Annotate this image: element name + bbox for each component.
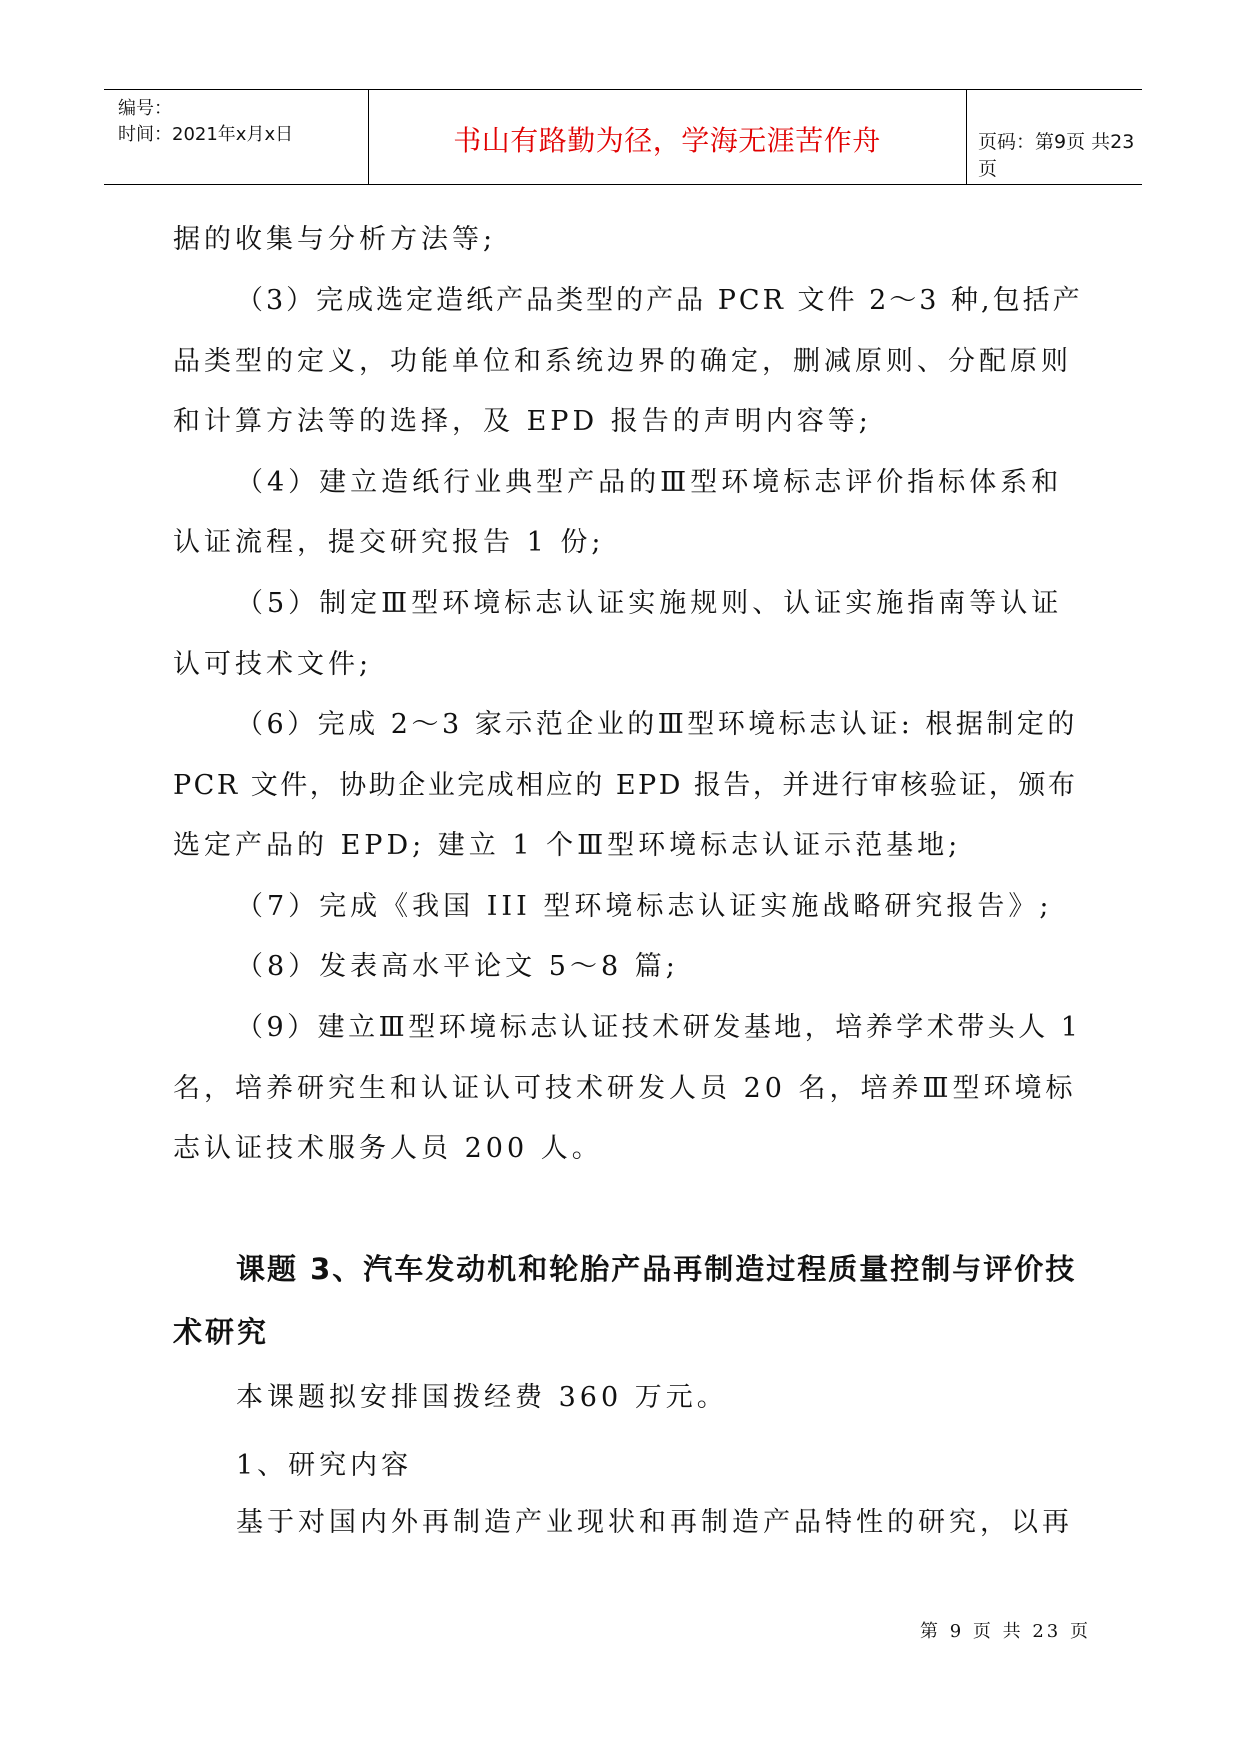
body-line: 名，培养研究生和认证认可技术研发人员 20 名，培养Ⅲ型环境标 xyxy=(173,1073,1077,1104)
document-header xyxy=(104,89,1142,185)
section-heading-line-1: 课题 3、汽车发动机和轮胎产品再制造过程质量控制与评价技 xyxy=(236,1252,1077,1286)
body-line: PCR 文件，协助企业完成相应的 EPD 报告，并进行审核验证，颁布 xyxy=(173,770,1078,801)
serial-number-label: 编号： xyxy=(118,98,172,119)
subheading-research-content: 1、研究内容 xyxy=(236,1450,413,1481)
body-line: （5）制定Ⅲ型环境标志认证实施规则、认证实施指南等认证 xyxy=(236,588,1063,619)
body-line: 据的收集与分析方法等; xyxy=(173,224,497,255)
body-line: （8）发表高水平论文 5～8 篇; xyxy=(236,951,679,982)
header-page-code: 页码：第9页 共23页 xyxy=(978,131,1135,180)
body-line: （7）完成《我国 III 型环境标志认证实施战略研究报告》; xyxy=(236,891,1053,922)
header-motto: 书山有路勤为径，学海无涯苦作舟 xyxy=(453,124,881,157)
time-label: 时间：2021年x月x日 xyxy=(118,124,294,145)
body-line: （4）建立造纸行业典型产品的Ⅲ型环境标志评价指标体系和 xyxy=(236,467,1063,498)
body-line: （3）完成选定造纸产品类型的产品 PCR 文件 2～3 种,包括产 xyxy=(236,285,1083,316)
body-line: 和计算方法等的选择，及 EPD 报告的声明内容等; xyxy=(173,406,872,437)
body-line: 认可技术文件; xyxy=(173,649,373,680)
content-line: 基于对国内外再制造产业现状和再制造产品特性的研究，以再 xyxy=(236,1507,1073,1538)
body-line: （6）完成 2～3 家示范企业的Ⅲ型环境标志认证: 根据制定的 xyxy=(236,709,1078,740)
section-heading-line-2: 术研究 xyxy=(173,1315,270,1349)
body-line: 志认证技术服务人员 200 人。 xyxy=(173,1133,603,1164)
body-line: 认证流程，提交研究报告 1 份; xyxy=(173,527,605,558)
budget-text: 本课题拟安排国拨经费 360 万元。 xyxy=(236,1382,728,1413)
header-left-cell xyxy=(104,90,369,184)
header-middle-cell xyxy=(368,90,967,184)
header-right-cell xyxy=(966,90,1142,184)
body-line: 选定产品的 EPD; 建立 1 个Ⅲ型环境标志认证示范基地; xyxy=(173,830,962,861)
body-line: 品类型的定义，功能单位和系统边界的确定，删减原则、分配原则 xyxy=(173,346,1072,377)
body-line: （9）建立Ⅲ型环境标志认证技术研发基地，培养学术带头人 1 xyxy=(236,1012,1082,1043)
footer-page-number: 第 9 页 共 23 页 xyxy=(920,1621,1091,1642)
